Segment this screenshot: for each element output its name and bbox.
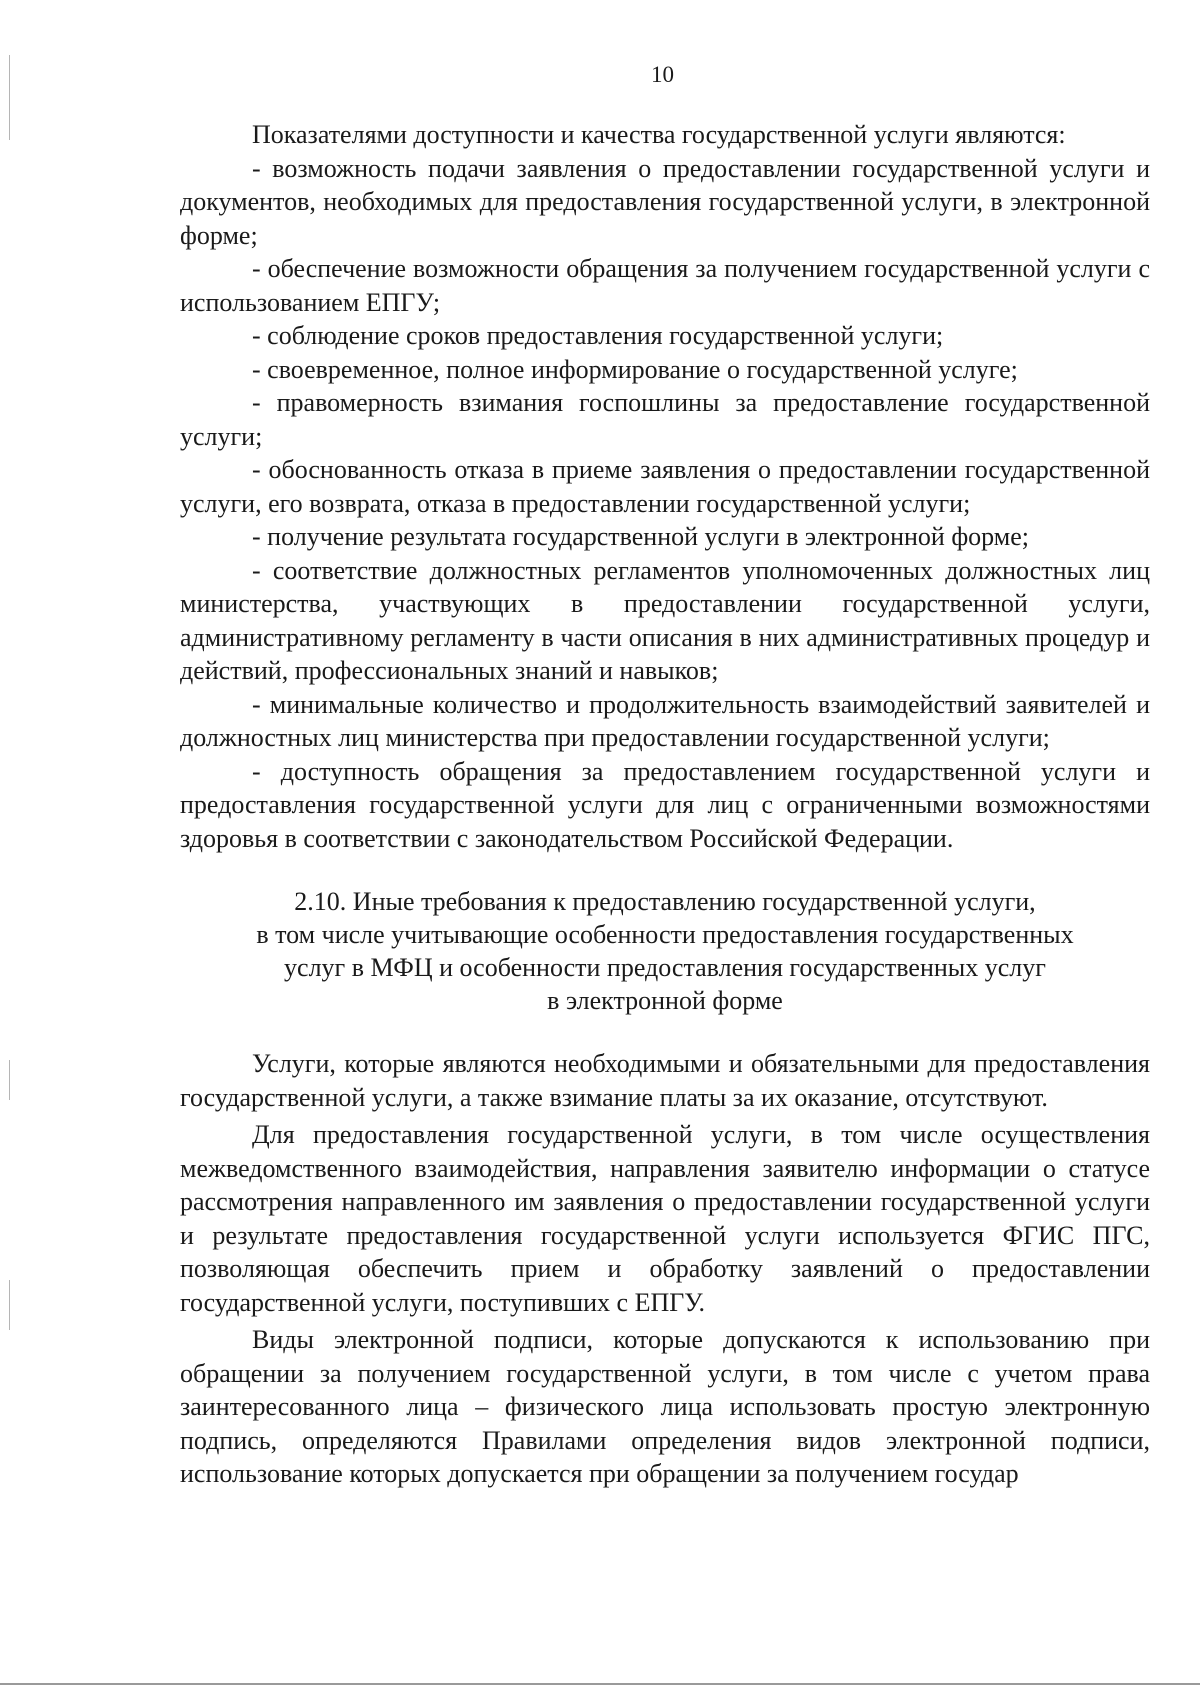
list-item: - обеспечение возможности обращения за получением государственной услуги с использованием ЕПГУ; (180, 254, 1150, 317)
section-paragraph: Услуги, которые являются необходимыми и обязательными для предоставления государственной услуги, а также взимание платы за их оказание, отсутствуют. (180, 1049, 1150, 1112)
page-bottom-rule (0, 1683, 1200, 1685)
scan-edge-mark (9, 1060, 10, 1100)
list-item: - обоснованность отказа в приеме заявления о предоставлении государственной услуги, его возврата, отказа в предоставлении государственной услуги; (180, 455, 1150, 518)
document-body (180, 118, 1150, 1491)
paragraph-indicators-intro: Показателями доступности и качества государственной услуги являются: (252, 120, 1066, 149)
page-number: 10 (651, 62, 674, 87)
section-heading-line: 2.10. Иные требования к предоставлению государственной услуги, (294, 887, 1036, 916)
scan-edge-mark (9, 1280, 10, 1330)
section-paragraph: Для предоставления государственной услуги, в том числе осуществления межведомственного взаимодействия, направления заявителю информации о статусе рассмотрения направленного им заявления о предоставлении государственной услуги и результате предоставления государственной услуги используется ФГИС ПГС, позволяющая обеспечить прием и обработку заявлений о предоставлении государственной услуги, поступивших с ЕПГУ. (180, 1120, 1150, 1317)
list-item: - доступность обращения за предоставлением государственной услуги и предоставления государственной услуги для лиц с ограниченными возможностями здоровья в соответствии с законодательством Российской Федерации. (180, 756, 1150, 853)
section-heading-line: в электронной форме (547, 986, 783, 1015)
section-paragraph: Виды электронной подписи, которые допускаются к использованию при обращении за получением государственной услуги, в том числе с учетом права заинтересованного лица – физического лица использовать простую электронную подпись, определяются Правилами определения видов электронной подписи, использование которых допускается при обращении за получением государ (180, 1325, 1150, 1488)
section-heading (180, 885, 1150, 1017)
section-heading-line: услуг в МФЦ и особенности предоставления государственных услуг (284, 953, 1046, 982)
list-item: - правомерность взимания госпошлины за предоставление государственной услуги; (180, 388, 1150, 451)
list-item: - соответствие должностных регламентов уполномоченных должностных лиц министерства, участвующих в предоставлении государственной услуги, административному регламенту в части описания в них административных процедур и действий, профессиональных знаний и навыков; (180, 555, 1150, 685)
list-item: - своевременное, полное информирование о государственной услуге; (252, 354, 1018, 384)
section-heading-line: в том числе учитывающие особенности предоставления государственных (256, 920, 1074, 949)
list-item: - возможность подачи заявления о предоставлении государственной услуги и документов, необходимых для предоставления государственной услуги, в электронной форме; (180, 153, 1150, 250)
list-item: - минимальные количество и продолжительность взаимодействий заявителей и должностных лиц министерства при предоставлении государственной услуги; (180, 689, 1150, 752)
list-item: - соблюдение сроков предоставления государственной услуги; (252, 321, 944, 350)
list-item: - получение результата государственной услуги в электронной форме; (252, 522, 1029, 551)
